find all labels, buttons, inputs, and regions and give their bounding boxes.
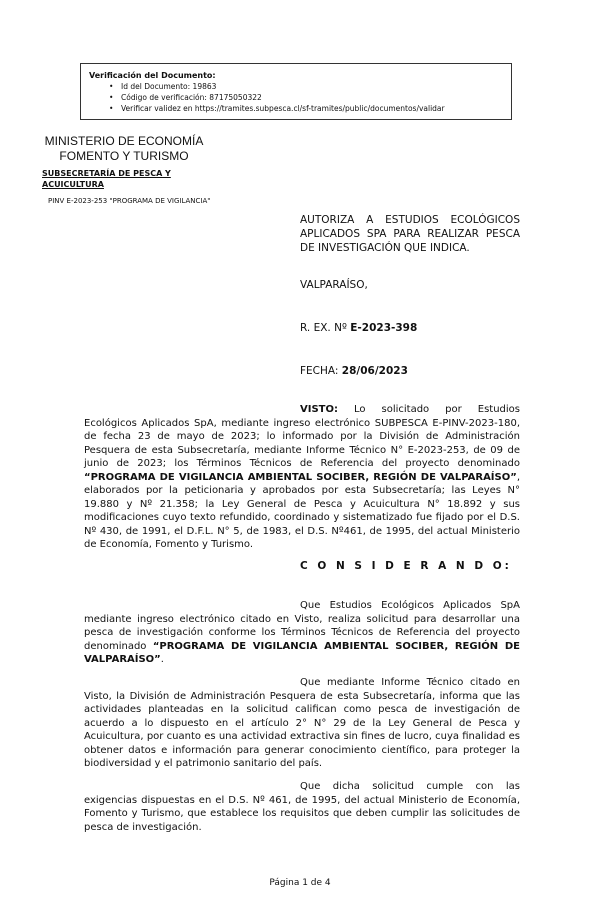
fecha-value: 28/06/2023 xyxy=(341,365,408,377)
pinv-reference: PINV E-2023-253 "PROGRAMA DE VIGILANCIA" xyxy=(48,197,211,205)
subsecretaria-label: SUBSECRETARÍA DE PESCA Y ACUICULTURA xyxy=(42,169,171,189)
visto-paragraph xyxy=(84,403,520,552)
ministry-header xyxy=(24,134,224,164)
p1-text-a: Que Estudios Ecológicos Aplicados SpA mediante ingreso electrónico citado en Visto, realiza solicitud para desarrollar una pesca de investigación conforme los Términos Técnicos de Referencia del proyecto denominado xyxy=(84,600,520,652)
fecha-label: FECHA: xyxy=(300,365,339,377)
considerando-paragraph-1 xyxy=(84,599,520,667)
resolution-date xyxy=(300,364,520,378)
p1-project-name: “PROGRAMA DE VIGILANCIA AMBIENTAL SOCIBER, REGIÓN DE VALPARAÍSO” xyxy=(84,640,520,665)
considerando-heading: C O N S I D E R A N D O: xyxy=(300,560,512,572)
considerando-paragraph-2: Que mediante Informe Técnico citado en Visto, la División de Administración Pesquera de esta Subsecretaría, informa que las actividades planteadas en la solicitud califican como pesca de investigación de acuerdo a lo dispuesto en el artículo 2° N° 29 de la Ley General de Pesca y Acuicultura, por cuanto es una actividad extractiva sin fines de lucro, cuya finalidad es obtener datos e información para generar conocimiento científico, para proteger la biodiversidad y el patrimonio sanitario del país. xyxy=(84,677,520,769)
ministry-line-2: FOMENTO Y TURISMO xyxy=(59,149,189,163)
verification-box xyxy=(80,63,512,120)
rex-label: R. EX. Nº xyxy=(300,322,347,334)
verification-list xyxy=(109,81,511,114)
visto-label: VISTO: xyxy=(300,404,338,415)
ministry-line-1: MINISTERIO DE ECONOMÍA xyxy=(44,134,204,148)
verification-code: • Código de verificación: 87175050322 xyxy=(109,92,511,103)
visto-text-b: , elaborados por la peticionaria y aprobados por esta Subsecretaría; las Leyes N° 19.880 y Nº 21.358; la Ley General de Pesca y Acuicultura N° 18.892 y sus modificaciones cuyo texto refundido, coordinado y sistematizado fue fijado por el D.S. Nº 430, de 1991, el D.F.L. N° 5, de 1983, el D.S. Nº461, de 1995, del actual Ministerio de Economía, Fomento y Turismo. xyxy=(84,471,520,550)
visto-project-name: “PROGRAMA DE VIGILANCIA AMBIENTAL SOCIBER, REGIÓN DE VALPARAÍSO” xyxy=(84,471,517,483)
verification-url[interactable]: • Verificar validez en https://tramites.subpesca.cl/sf-tramites/public/documentos/validar xyxy=(109,103,511,114)
verification-id: • Id del Documento: 19863 xyxy=(109,81,511,92)
verification-title: Verificación del Documento: xyxy=(89,71,216,80)
p1-text-b: . xyxy=(160,654,164,665)
visto-text-a: Lo solicitado por Estudios Ecológicos Aplicados SpA, mediante ingreso electrónico SUBPESCA E-PINV-2023-180, de fecha 23 de mayo de 2023; lo informado por la División de Administración Pesquera de esta Subsecretaría, mediante Informe Técnico N° E-2023-253, de 09 de junio de 2023; los Términos Técnicos de Referencia del proyecto denominado xyxy=(84,404,520,469)
considerando-paragraph-3: Que dicha solicitud cumple con las exigencias dispuestas en el D.S. Nº 461, de 1995, del actual Ministerio de Economía, Fomento y Turismo, que establece los requisitos que deben cumplir las solicitudes de pesca de investigación. xyxy=(84,781,520,833)
rex-value: E-2023-398 xyxy=(350,322,418,334)
resolution-city: VALPARAÍSO, xyxy=(300,279,368,291)
resolution-subject: AUTORIZA A ESTUDIOS ECOLÓGICOS APLICADOS SPA PARA REALIZAR PESCA DE INVESTIGACIÓN QUE INDICA. xyxy=(300,214,520,254)
page-number: Página 1 de 4 xyxy=(269,878,331,888)
resolution-number xyxy=(300,321,520,335)
